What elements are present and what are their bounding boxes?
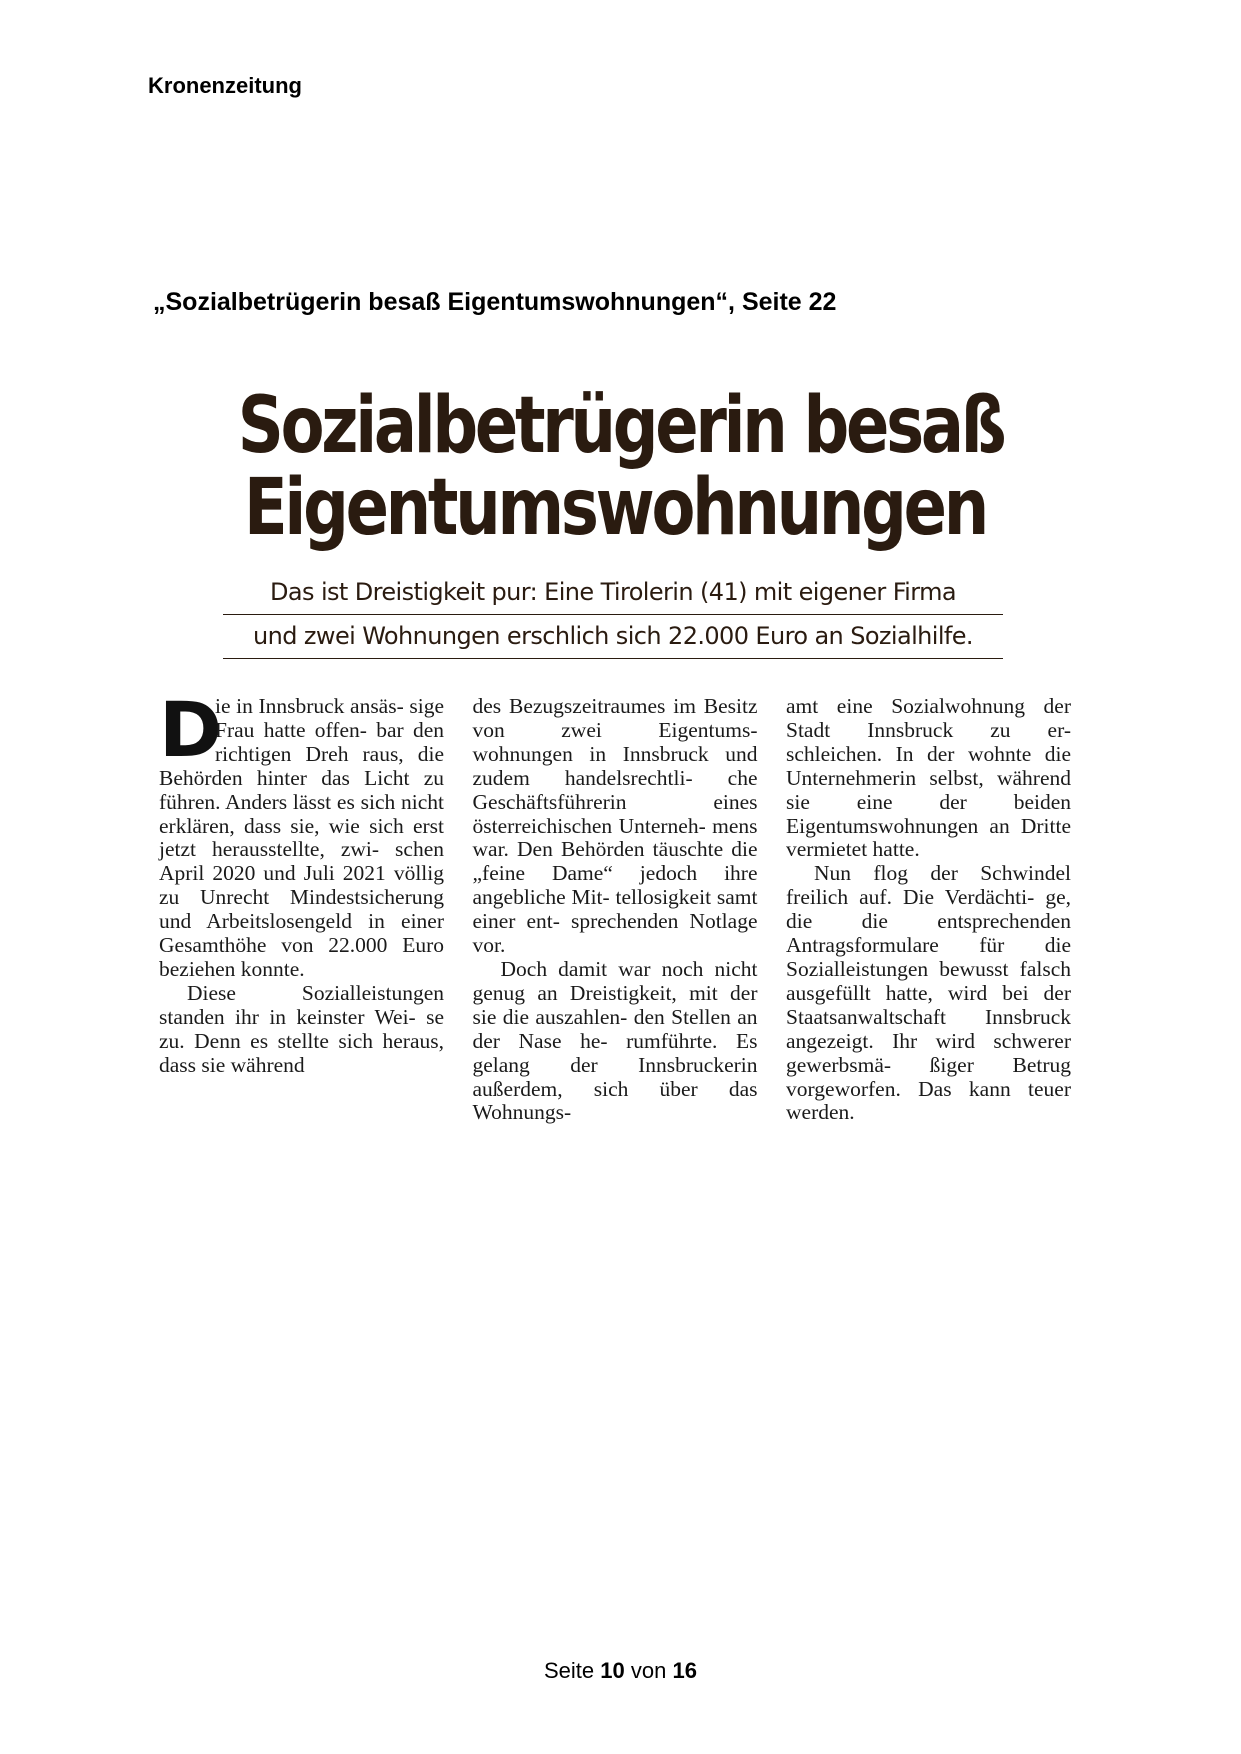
article-body xyxy=(159,685,1071,1125)
subheadline xyxy=(223,571,1003,659)
newspaper-clipping xyxy=(155,381,1075,1125)
footer-prefix: Seite xyxy=(544,1658,595,1683)
article-reference: „Sozialbetrügerin besaß Eigentumswohnungen“, Seite 22 xyxy=(153,288,837,316)
paragraph-text: ie in Innsbruck ansäs- sige Frau hatte offen- bar den richtigen Dreh raus, die Behörden hinter das Licht zu führen. Anders lässt es sich nicht erklären, dass sie, wie sich erst jetzt herausstellte, zwi- schen April 2020 und Juli 2021 völlig zu Unrecht Mindestsicherung und Arbeitslosengeld in einer Gesamthöhe von 22.000 Euro beziehen konnte. xyxy=(159,694,444,981)
paragraph: Doch damit war noch nicht genug an Dreistigkeit, mit der sie die auszahlen- den Stellen an der Nase he- rumführte. Es gelang der Innsbruckerin außerdem, sich über das Wohnungs- xyxy=(472,956,758,1125)
paragraph: Diese Sozialleistungen standen ihr in keinster Wei- se zu. Denn es stellte sich heraus, dass sie während xyxy=(159,980,444,1077)
current-page-number: 10 xyxy=(600,1658,625,1683)
subheadline-line-2: und zwei Wohnungen erschlich sich 22.000 Euro an Sozialhilfe. xyxy=(223,615,1003,659)
headline-line-1: Sozialbetrügerin besaß xyxy=(237,381,1004,471)
paragraph xyxy=(159,685,444,982)
paragraph: amt eine Sozialwohnung der Stadt Innsbruck zu er- schleichen. In der wohnte die Unternehmerin selbst, während sie eine der beiden Eigentumswohnungen an Dritte vermietet hatte. xyxy=(786,694,1071,862)
headline xyxy=(155,381,1075,571)
column-2 xyxy=(473,695,758,1125)
source-name: Kronenzeitung xyxy=(148,73,302,98)
column-3 xyxy=(786,695,1071,1125)
headline-line-2: Eigentumswohnungen xyxy=(244,463,986,553)
paragraph: des Bezugszeitraumes im Besitz von zwei Eigentums- wohnungen in Innsbruck und zudem handelsrechtli- che Geschäftsführerin eines österreichischen Unterneh- mens war. Den Behörden täuschte die „feine Dame“ jedoch ihre angebliche Mit- tellosigkeit samt einer ent- sprechenden Notlage vor. xyxy=(472,694,758,958)
subheadline-line-1: Das ist Dreistigkeit pur: Eine Tirolerin (41) mit eigener Firma xyxy=(223,571,1003,615)
paragraph: Nun flog der Schwindel freilich auf. Die Verdächti- ge, die die entsprechenden Antragsformulare für die Sozialleistungen bewusst falsch ausgefüllt hatte, wird bei der Staatsanwaltschaft Innsbruck angezeigt. Ihr wird schwerer gewerbsmä- ßiger Betrug vorgeworfen. Das kann teuer werden. xyxy=(786,861,1071,1125)
total-pages: 16 xyxy=(672,1658,697,1683)
footer-separator: von xyxy=(630,1658,667,1683)
drop-cap: D xyxy=(159,685,223,774)
page-footer xyxy=(0,1658,1241,1684)
column-1 xyxy=(159,685,444,1125)
